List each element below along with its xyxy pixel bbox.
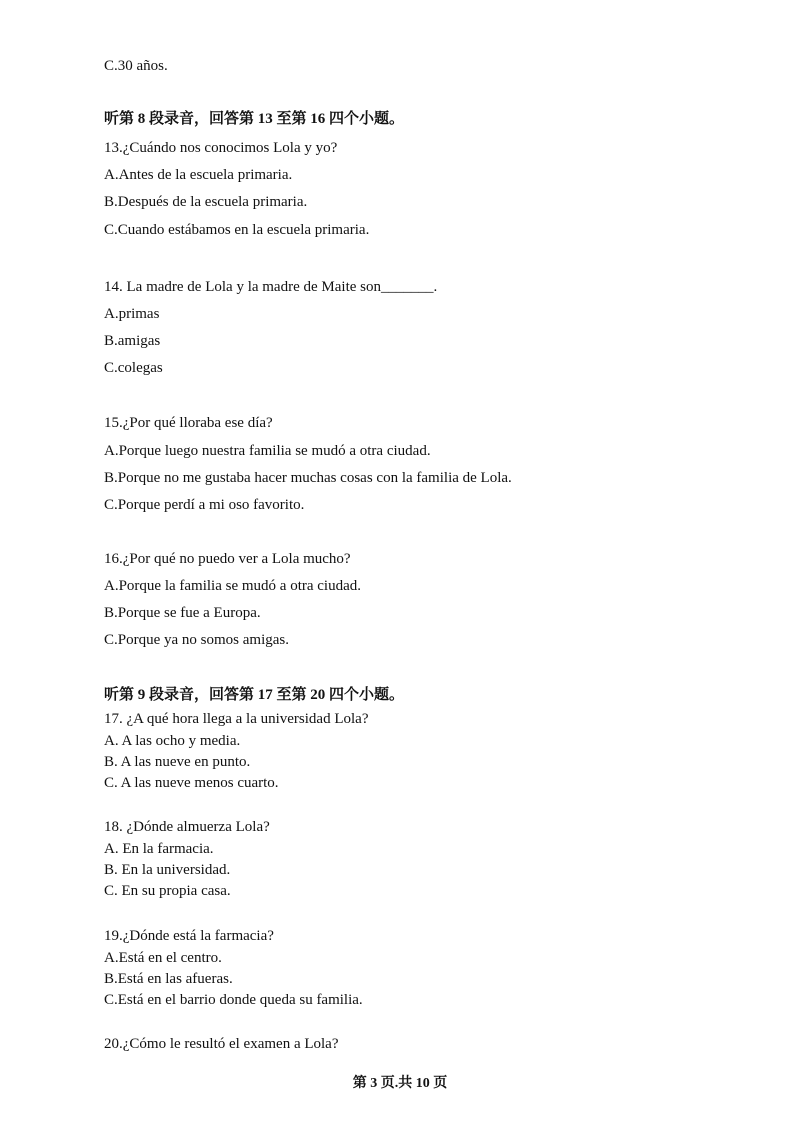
question-13: 13.¿Cuándo nos conocimos Lola y yo? xyxy=(104,140,338,156)
option-c-q14: C.colegas xyxy=(104,360,163,376)
option-a-q13: A.Antes de la escuela primaria. xyxy=(104,167,293,183)
section-heading-9: 听第 9 段录音，回答第 17 至第 20 四个小题。 xyxy=(104,687,405,703)
question-20: 20.¿Cómo le resultó el examen a Lola? xyxy=(104,1036,339,1052)
option-a-q19: A.Está en el centro. xyxy=(104,950,222,966)
question-15: 15.¿Por qué lloraba ese día? xyxy=(104,415,273,431)
option-c-q19: C.Está en el barrio donde queda su familia. xyxy=(104,992,363,1008)
question-14: 14. La madre de Lola y la madre de Maite son_______. xyxy=(104,279,438,295)
page-footer: 第 3 页.共 10 页 xyxy=(352,1076,448,1091)
option-b-q19: B.Está en las afueras. xyxy=(104,971,233,987)
option-a-q17: A. A las ocho y media. xyxy=(104,733,241,749)
option-c-q13: C.Cuando estábamos en la escuela primaria. xyxy=(104,222,370,238)
option-c-q12: C.30 años. xyxy=(104,58,168,74)
question-16: 16.¿Por qué no puedo ver a Lola mucho? xyxy=(104,551,351,567)
option-c-q18: C. En su propia casa. xyxy=(104,883,231,899)
option-c-q17: C. A las nueve menos cuarto. xyxy=(104,775,279,791)
option-b-q17: B. A las nueve en punto. xyxy=(104,754,251,770)
option-b-q16: B.Porque se fue a Europa. xyxy=(104,605,261,621)
question-17: 17. ¿A qué hora llega a la universidad Lola? xyxy=(104,711,369,727)
option-a-q16: A.Porque la familia se mudó a otra ciudad. xyxy=(104,578,362,594)
option-c-q15: C.Porque perdí a mi oso favorito. xyxy=(104,497,305,513)
option-b-q15: B.Porque no me gustaba hacer muchas cosas con la familia de Lola. xyxy=(104,470,512,486)
option-b-q14: B.amigas xyxy=(104,333,161,349)
option-b-q18: B. En la universidad. xyxy=(104,862,231,878)
option-a-q18: A. En la farmacia. xyxy=(104,841,214,857)
option-c-q16: C.Porque ya no somos amigas. xyxy=(104,632,289,648)
question-19: 19.¿Dónde está la farmacia? xyxy=(104,928,274,944)
question-18: 18. ¿Dónde almuerza Lola? xyxy=(104,819,270,835)
option-a-q15: A.Porque luego nuestra familia se mudó a otra ciudad. xyxy=(104,443,431,459)
section-heading-8: 听第 8 段录音，回答第 13 至第 16 四个小题。 xyxy=(104,111,405,127)
option-a-q14: A.primas xyxy=(104,306,160,322)
option-b-q13: B.Después de la escuela primaria. xyxy=(104,194,308,210)
